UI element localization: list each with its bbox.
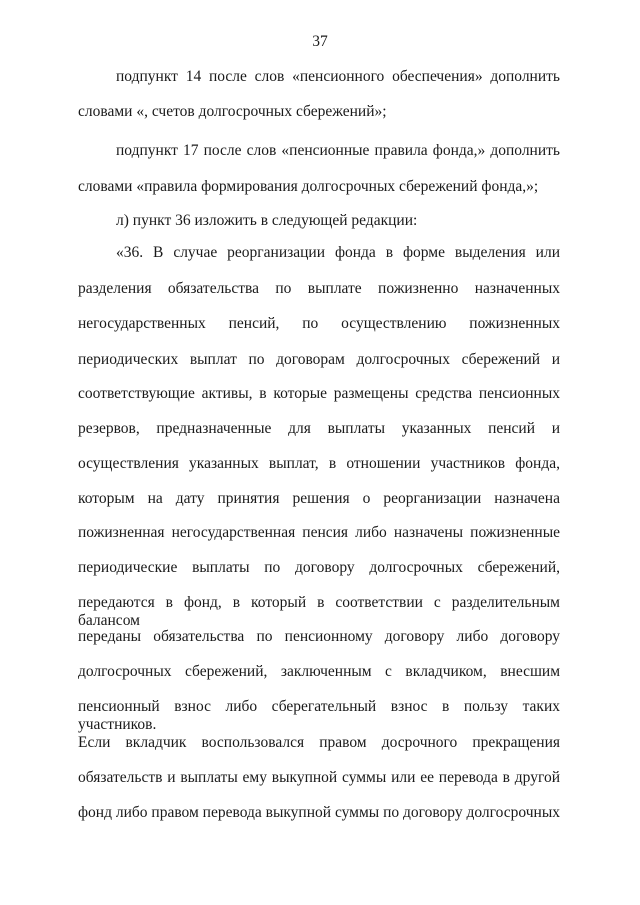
text-line: периодических выплат по договорам долгосрочных сбережений и — [78, 351, 560, 368]
text-line: соответствующие активы, в которые размещены средства пенсионных — [78, 385, 560, 402]
text-line: словами «, счетов долгосрочных сбережений»; — [78, 103, 387, 120]
text-line: пенсионный взнос либо сберегательный взнос в пользу таких участников. — [78, 698, 560, 733]
text-line: которым на дату принятия решения о реорганизации назначена — [78, 490, 560, 507]
text-line: «36. В случае реорганизации фонда в форме выделения или — [116, 244, 560, 261]
text-line: пожизненная негосударственная пенсия либо назначены пожизненные — [78, 524, 560, 541]
text-line: л) пункт 36 изложить в следующей редакции: — [116, 212, 418, 229]
text-line: долгосрочных сбережений, заключенным с вкладчиком, внесшим — [78, 663, 560, 680]
text-line: разделения обязательства по выплате пожизненно назначенных — [78, 280, 560, 297]
text-line: подпункт 17 после слов «пенсионные правила фонда,» дополнить — [116, 142, 560, 159]
text-line: словами «правила формирования долгосрочных сбережений фонда,»; — [78, 178, 539, 195]
text-line: осуществления указанных выплат, в отношении участников фонда, — [78, 455, 560, 472]
text-line: периодические выплаты по договору долгосрочных сбережений, — [78, 559, 560, 576]
text-line: передаются в фонд, в который в соответствии с разделительным балансом — [78, 594, 560, 629]
text-line: резервов, предназначенные для выплаты указанных пенсий и — [78, 420, 560, 437]
text-line: Если вкладчик воспользовался правом досрочного прекращения — [78, 734, 560, 751]
text-line: подпункт 14 после слов «пенсионного обеспечения» дополнить — [116, 68, 560, 85]
text-line: переданы обязательства по пенсионному договору либо договору — [78, 628, 560, 645]
page-number: 37 — [312, 33, 328, 50]
text-line: фонд либо правом перевода выкупной суммы по договору долгосрочных — [78, 804, 560, 821]
text-line: негосударственных пенсий, по осуществлению пожизненных — [78, 315, 560, 332]
text-line: обязательств и выплаты ему выкупной суммы или ее перевода в другой — [78, 769, 560, 786]
